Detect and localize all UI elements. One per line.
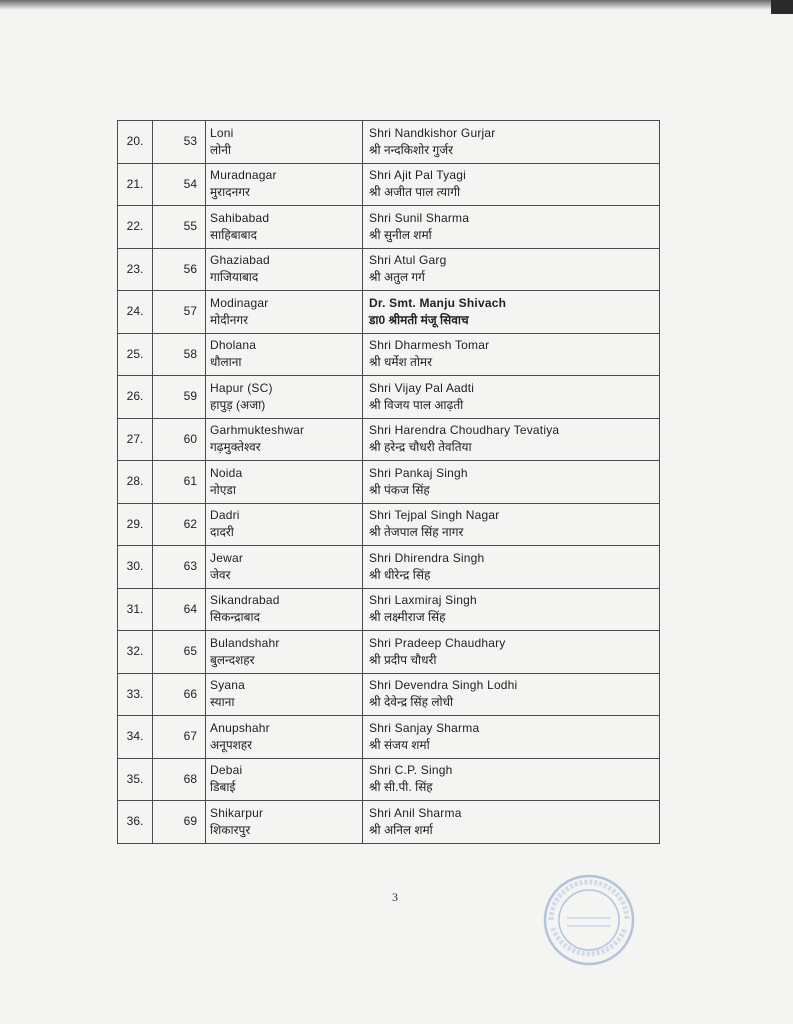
candidate-cell <box>363 333 660 376</box>
table-row <box>118 631 660 674</box>
constituency-number: 63 <box>153 546 206 589</box>
table-row <box>118 333 660 376</box>
table-row <box>118 206 660 249</box>
constituency-number: 61 <box>153 461 206 504</box>
constituency-name-hi: दादरी <box>210 525 234 540</box>
constituency-name-en: Dholana <box>210 338 257 353</box>
constituency-name-hi: साहिबाबाद <box>210 227 257 242</box>
table-row <box>118 248 660 291</box>
candidate-name-en: Dr. Smt. Manju Shivach <box>369 295 507 310</box>
candidate-name-en: Shri Harendra Choudhary Tevatiya <box>369 423 560 438</box>
constituency-name-hi: शिकारपुर <box>210 822 251 837</box>
constituency-name-hi: मुरादनगर <box>210 185 250 200</box>
constituency-number: 62 <box>153 503 206 546</box>
constituency-cell <box>206 206 363 249</box>
scan-top-edge <box>0 0 793 10</box>
constituency-name-en: Muradnagar <box>210 168 277 183</box>
candidate-name-hi: श्री सी.पी. सिंह <box>369 780 433 795</box>
candidate-cell <box>363 291 660 334</box>
constituency-name-en: Bulandshahr <box>210 635 280 650</box>
candidate-name-hi: डा0 श्रीमती मंजू सिवाच <box>369 312 469 327</box>
serial-number: 24. <box>118 291 153 334</box>
constituency-name-hi: नोएडा <box>210 482 236 497</box>
constituency-name-en: Sahibabad <box>210 210 270 225</box>
constituency-number: 55 <box>153 206 206 249</box>
constituency-name-hi: डिबाई <box>210 780 236 795</box>
constituency-name-hi: गाजियाबाद <box>210 270 259 285</box>
constituency-cell <box>206 291 363 334</box>
constituency-cell <box>206 631 363 674</box>
constituency-number: 58 <box>153 333 206 376</box>
candidate-name-hi: श्री नन्दकिशोर गुर्जर <box>369 142 454 157</box>
candidate-cell <box>363 716 660 759</box>
candidate-name-hi: श्री प्रदीप चौधरी <box>369 652 437 667</box>
candidate-cell <box>363 248 660 291</box>
candidate-cell <box>363 801 660 844</box>
constituency-name-hi: सिकन्द्राबाद <box>210 610 260 625</box>
constituency-cell <box>206 546 363 589</box>
candidate-cell <box>363 461 660 504</box>
constituency-number: 69 <box>153 801 206 844</box>
serial-number: 31. <box>118 588 153 631</box>
serial-number: 34. <box>118 716 153 759</box>
constituency-name-en: Noida <box>210 465 243 480</box>
constituency-name-en: Hapur (SC) <box>210 380 273 395</box>
constituency-cell <box>206 418 363 461</box>
candidate-name-hi: श्री संजय शर्मा <box>369 737 430 752</box>
candidate-name-hi: श्री तेजपाल सिंह नागर <box>369 525 464 540</box>
constituency-cell <box>206 248 363 291</box>
constituency-name-en: Sikandrabad <box>210 593 280 608</box>
constituency-number: 53 <box>153 121 206 164</box>
constituency-cell <box>206 716 363 759</box>
candidate-name-en: Shri Sanjay Sharma <box>369 720 480 735</box>
serial-number: 27. <box>118 418 153 461</box>
constituency-cell <box>206 801 363 844</box>
constituency-name-hi: जेवर <box>210 567 231 582</box>
constituency-number: 65 <box>153 631 206 674</box>
candidate-name-hi: श्री अजीत पाल त्यागी <box>369 185 461 200</box>
constituency-cell <box>206 163 363 206</box>
candidate-cell <box>363 418 660 461</box>
constituency-number: 57 <box>153 291 206 334</box>
serial-number: 33. <box>118 673 153 716</box>
candidate-name-en: Shri Laxmiraj Singh <box>369 593 477 608</box>
candidate-name-en: Shri Sunil Sharma <box>369 210 470 225</box>
serial-number: 28. <box>118 461 153 504</box>
table-row <box>118 716 660 759</box>
serial-number: 32. <box>118 631 153 674</box>
constituency-name-en: Dadri <box>210 508 240 523</box>
table-row <box>118 163 660 206</box>
serial-number: 25. <box>118 333 153 376</box>
table-row <box>118 503 660 546</box>
candidate-name-hi: श्री हरेन्द्र चौधरी तेवतिया <box>369 440 472 455</box>
constituency-name-en: Debai <box>210 763 243 778</box>
constituency-cell <box>206 461 363 504</box>
candidate-name-hi: श्री सुनील शर्मा <box>369 227 432 242</box>
candidate-name-en: Shri Atul Garg <box>369 253 447 268</box>
candidate-cell <box>363 673 660 716</box>
candidate-name-hi: श्री अतुल गर्ग <box>369 270 425 285</box>
serial-number: 22. <box>118 206 153 249</box>
constituency-cell <box>206 673 363 716</box>
candidate-list-body <box>118 121 660 844</box>
constituency-cell <box>206 121 363 164</box>
table-row <box>118 801 660 844</box>
serial-number: 21. <box>118 163 153 206</box>
candidate-cell <box>363 376 660 419</box>
table-row <box>118 588 660 631</box>
candidate-name-en: Shri Tejpal Singh Nagar <box>369 508 500 523</box>
table-row <box>118 673 660 716</box>
candidate-name-hi: श्री देवेन्द्र सिंह लोधी <box>369 695 454 710</box>
serial-number: 23. <box>118 248 153 291</box>
candidate-name-en: Shri Ajit Pal Tyagi <box>369 168 466 183</box>
constituency-cell <box>206 758 363 801</box>
candidate-name-en: Shri Dharmesh Tomar <box>369 338 490 353</box>
candidate-name-en: Shri Pradeep Chaudhary <box>369 635 506 650</box>
constituency-cell <box>206 333 363 376</box>
table-row <box>118 376 660 419</box>
constituency-name-hi: धौलाना <box>210 355 242 370</box>
table-row <box>118 546 660 589</box>
candidate-cell <box>363 546 660 589</box>
constituency-name-en: Jewar <box>210 550 244 565</box>
constituency-name-hi: स्याना <box>210 695 235 710</box>
candidate-cell <box>363 206 660 249</box>
constituency-name-en: Shikarpur <box>210 805 264 820</box>
scan-corner-shadow <box>771 0 793 14</box>
candidate-name-hi: श्री लक्ष्मीराज सिंह <box>369 610 446 625</box>
page-number: 3 <box>392 890 398 904</box>
constituency-name-en: Anupshahr <box>210 720 270 735</box>
constituency-name-hi: मोदीनगर <box>210 312 249 327</box>
candidate-name-hi: श्री धीरेन्द्र सिंह <box>369 567 431 582</box>
table-row <box>118 758 660 801</box>
constituency-number: 67 <box>153 716 206 759</box>
candidate-name-en: Shri Devendra Singh Lodhi <box>369 678 518 693</box>
candidate-name-en: Shri Vijay Pal Aadti <box>369 380 475 395</box>
serial-number: 30. <box>118 546 153 589</box>
constituency-name-hi: गढ़मुक्तेश्वर <box>210 440 261 455</box>
constituency-number: 64 <box>153 588 206 631</box>
constituency-number: 66 <box>153 673 206 716</box>
serial-number: 20. <box>118 121 153 164</box>
constituency-name-en: Loni <box>210 125 234 140</box>
candidate-name-hi: श्री विजय पाल आढ़ती <box>369 397 464 412</box>
candidate-cell <box>363 758 660 801</box>
constituency-cell <box>206 503 363 546</box>
candidate-name-en: Shri Dhirendra Singh <box>369 550 485 565</box>
serial-number: 29. <box>118 503 153 546</box>
constituency-name-en: Ghaziabad <box>210 253 270 268</box>
constituency-cell <box>206 376 363 419</box>
constituency-name-hi: लोनी <box>210 142 232 157</box>
candidate-cell <box>363 163 660 206</box>
table-row <box>118 461 660 504</box>
constituency-name-hi: अनूपशहर <box>210 737 253 752</box>
candidate-name-hi: श्री अनिल शर्मा <box>369 822 433 837</box>
constituency-name-en: Syana <box>210 678 246 693</box>
constituency-name-en: Garhmukteshwar <box>210 423 305 438</box>
constituency-cell <box>206 588 363 631</box>
candidate-cell <box>363 631 660 674</box>
table-row <box>118 121 660 164</box>
constituency-name-hi: हापुड़ (अजा) <box>210 397 266 412</box>
serial-number: 26. <box>118 376 153 419</box>
candidate-name-hi: श्री धर्मेश तोमर <box>369 355 433 370</box>
candidate-name-hi: श्री पंकज सिंह <box>369 482 430 497</box>
serial-number: 36. <box>118 801 153 844</box>
constituency-name-en: Modinagar <box>210 295 269 310</box>
office-seal-stamp <box>541 872 637 968</box>
constituency-number: 54 <box>153 163 206 206</box>
constituency-name-hi: बुलन्दशहर <box>210 652 255 667</box>
constituency-number: 56 <box>153 248 206 291</box>
table-row <box>118 291 660 334</box>
candidate-cell <box>363 121 660 164</box>
candidate-name-en: Shri Anil Sharma <box>369 805 462 820</box>
constituency-number: 59 <box>153 376 206 419</box>
constituency-number: 68 <box>153 758 206 801</box>
candidate-name-en: Shri Nandkishor Gurjar <box>369 125 496 140</box>
serial-number: 35. <box>118 758 153 801</box>
candidate-cell <box>363 503 660 546</box>
candidate-name-en: Shri Pankaj Singh <box>369 465 468 480</box>
constituency-number: 60 <box>153 418 206 461</box>
candidate-name-en: Shri C.P. Singh <box>369 763 453 778</box>
candidate-cell <box>363 588 660 631</box>
table-row <box>118 418 660 461</box>
candidate-list-table <box>117 120 660 844</box>
